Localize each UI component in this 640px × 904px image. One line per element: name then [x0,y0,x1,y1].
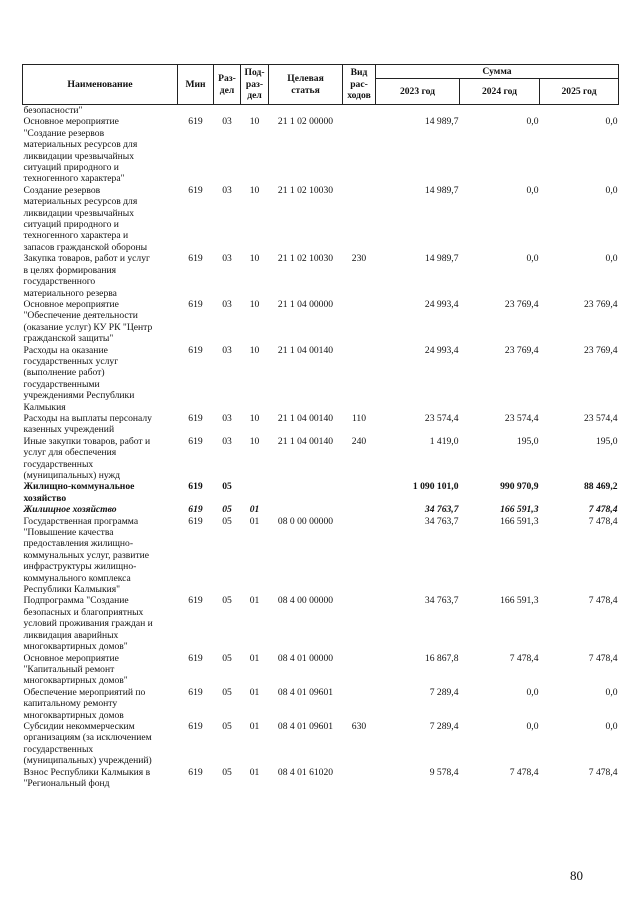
row-sum-2023: 34 763,7 [424,595,459,607]
row-expense-type [343,687,376,721]
row-sum-2024 [460,105,540,117]
row-sum-2025: 0,0 [605,116,618,128]
table-row [23,413,619,436]
row-sum-2025: 7 478,4 [588,515,618,527]
header-sum: Сумма [376,65,619,79]
row-sum-2024: 23 574,4 [504,412,539,424]
row-podrazdel: 10 [249,435,260,447]
row-min [178,105,214,117]
row-sum-2025: 0,0 [605,686,618,698]
header-year-2024: 2024 год [460,79,540,105]
row-sum-2025: 7 478,4 [588,504,618,516]
row-target-article: 21 1 04 00140 [277,435,334,447]
table-row [23,116,619,184]
row-sum-2024: 166 591,3 [500,595,539,607]
row-target-article: 21 1 04 00000 [277,298,334,310]
row-sum-2023: 1 419,0 [429,435,459,447]
row-expense-type [343,185,376,253]
row-sum-2023: 34 763,7 [424,504,459,516]
row-podrazdel: 10 [249,412,260,424]
row-expense-type: 240 [351,435,367,447]
row-podrazdel: 01 [249,652,260,664]
row-min: 619 [188,116,203,128]
row-expense-type: 630 [351,720,367,732]
table-row [23,345,619,413]
row-expense-type [343,481,376,504]
budget-table [22,64,619,789]
row-sum-2023: 7 289,4 [429,686,459,698]
table-row [23,436,619,482]
row-razdel: 05 [222,720,232,732]
row-min: 619 [188,766,203,778]
table-row [23,504,619,515]
row-target-article: 08 0 00 00000 [277,515,334,527]
row-razdel: 05 [222,652,232,664]
row-sum-2023: 16 867,8 [424,652,459,664]
row-podrazdel: 01 [249,686,260,698]
row-sum-2023: 24 993,4 [424,298,459,310]
row-sum-2025: 0,0 [605,253,618,265]
row-sum-2023: 34 763,7 [424,515,459,527]
row-sum-2023: 23 574,4 [424,412,459,424]
row-min: 619 [188,595,203,607]
row-min: 619 [188,481,203,493]
row-podrazdel [241,105,269,117]
row-min: 619 [188,435,203,447]
row-name: Расходы на выплаты персоналу казенных учреждений [23,412,152,436]
row-target-article: 21 1 04 00140 [277,344,334,356]
row-expense-type: 110 [351,412,367,424]
row-razdel: 05 [222,686,232,698]
row-name: Жилищное хозяйство [23,504,117,516]
row-target-article [269,481,343,504]
row-name: Иные закупки товаров, работ и услуг для обеспечения государственных (муниципальных) нужд [23,435,151,481]
row-razdel: 05 [222,504,232,516]
row-razdel: 05 [222,766,232,778]
row-sum-2024: 0,0 [526,184,539,196]
table-row [23,653,619,687]
row-sum-2024: 195,0 [516,435,539,447]
row-name: Взнос Республики Калмыкия в "Региональный фонд [23,766,151,789]
row-min: 619 [188,720,203,732]
table-row [23,721,619,767]
page-number: 80 [570,868,583,883]
row-target-article: 08 4 01 00000 [277,652,334,664]
row-sum-2024: 166 591,3 [500,515,539,527]
row-sum-2025: 0,0 [605,184,618,196]
header-expense-type: Вид рас- ходов [343,65,376,105]
row-sum-2023: 14 989,7 [424,184,459,196]
header-year-2023: 2023 год [376,79,460,105]
row-sum-2023: 1 090 101,0 [412,481,459,493]
row-podrazdel: 01 [249,766,260,778]
row-sum-2025: 0,0 [605,720,618,732]
header-name: Наименование [23,65,178,105]
row-podrazdel: 10 [249,116,260,128]
row-name: Подпрограмма "Создание безопасных и благоприятных условий проживания граждан и ликвидация аварийных многоквартирных домов" [23,595,153,653]
row-expense-type [343,116,376,184]
row-name: Субсидии некоммерческим организациям (за исключением государственных (муниципальных) учреждений) [23,720,152,767]
row-name: Основное мероприятие "Создание резервов материальных ресурсов для ликвидации чрезвычайных ситуаций природного и техногенного характера" [23,116,138,185]
row-min: 619 [188,184,203,196]
header-podrazdel: Под- раз- дел [241,65,269,105]
row-razdel: 03 [222,253,232,265]
row-min: 619 [188,686,203,698]
row-sum-2024: 23 769,4 [504,298,539,310]
row-razdel: 03 [222,298,232,310]
row-target-article [269,105,343,117]
row-expense-type [343,516,376,596]
row-razdel: 05 [222,595,232,607]
row-sum-2023 [376,105,460,117]
row-razdel: 05 [222,515,232,527]
row-podrazdel [241,481,269,504]
row-name: безопасности" [23,105,83,116]
row-name: Обеспечение мероприятий по капитальному ремонту многоквартирных домов [23,686,146,721]
row-name: Государственная программа "Повышение качества предоставления жилищно- коммунальных услуг, развитие инфраструктуры жилищно- коммунального комплекса Республики Калмыкия" [23,515,150,596]
table-header [23,65,619,105]
header-year-2025: 2025 год [540,79,619,105]
table-row [23,253,619,299]
row-sum-2024: 166 591,3 [500,504,539,516]
row-min: 619 [188,412,203,424]
row-target-article: 08 4 01 09601 [277,720,334,732]
row-sum-2024: 7 478,4 [509,766,539,778]
row-sum-2024: 23 769,4 [504,344,539,356]
row-podrazdel: 01 [249,595,260,607]
row-sum-2025: 7 478,4 [588,652,618,664]
row-target-article: 08 4 01 09601 [277,686,334,698]
table-row [23,105,619,117]
row-min: 619 [188,652,203,664]
row-min: 619 [188,504,203,516]
row-podrazdel: 10 [249,298,260,310]
row-razdel: 03 [222,116,232,128]
row-expense-type: 230 [351,253,367,265]
table-row [23,687,619,721]
row-min: 619 [188,344,203,356]
row-sum-2024: 0,0 [526,720,539,732]
row-podrazdel: 10 [249,253,260,265]
row-target-article: 21 1 02 00000 [277,116,334,128]
row-sum-2025: 88 469,2 [583,481,618,493]
row-expense-type [343,345,376,413]
row-expense-type [343,299,376,345]
row-sum-2023: 14 989,7 [424,253,459,265]
table-row [23,185,619,253]
row-razdel [214,105,241,117]
row-target-article: 21 1 02 10030 [277,253,334,265]
row-razdel: 03 [222,344,232,356]
row-razdel: 03 [222,412,232,424]
row-sum-2025 [540,105,619,117]
row-name: Расходы на оказание государственных услуг (выполнение работ) государственными учреждениями Республики Калмыкия [23,344,135,413]
row-sum-2023: 9 578,4 [429,766,459,778]
row-min: 619 [188,253,203,265]
row-sum-2024: 0,0 [526,116,539,128]
table-row [23,481,619,504]
row-sum-2023: 24 993,4 [424,344,459,356]
row-podrazdel: 01 [249,504,260,516]
header-min: Мин [178,65,214,105]
row-target-article [269,504,343,515]
row-sum-2024: 7 478,4 [509,652,539,664]
table-row [23,595,619,652]
table-body [23,105,619,790]
table-row [23,299,619,345]
row-min: 619 [188,298,203,310]
table-row [23,516,619,596]
row-sum-2025: 195,0 [595,435,618,447]
header-target-article: Целевая статья [269,65,343,105]
row-sum-2024: 0,0 [526,253,539,265]
row-sum-2025: 7 478,4 [588,595,618,607]
row-razdel: 03 [222,184,232,196]
table-row [23,767,619,790]
row-target-article: 21 1 04 00140 [277,412,334,424]
row-name: Закупка товаров, работ и услуг в целях формирования государственного материального резерва [23,253,150,299]
row-target-article: 08 4 00 00000 [277,595,334,607]
row-podrazdel: 01 [249,720,260,732]
row-name: Основное мероприятие "Капитальный ремонт многоквартирных домов" [23,652,128,687]
row-podrazdel: 10 [249,184,260,196]
row-podrazdel: 01 [249,515,260,527]
budget-table-page [22,64,618,789]
row-razdel: 03 [222,435,232,447]
row-target-article: 21 1 02 10030 [277,184,334,196]
row-expense-type [343,653,376,687]
row-sum-2024: 990 970,9 [500,481,539,493]
row-name: Жилищно-коммунальное хозяйство [23,481,135,504]
row-sum-2024: 0,0 [526,686,539,698]
row-name: Создание резервов материальных ресурсов для ликвидации чрезвычайных ситуаций природного и техногенного характера и запасов гражданской обороны [23,184,148,253]
row-min: 619 [188,515,203,527]
row-razdel: 05 [222,481,232,493]
row-name: Основное мероприятие "Обеспечение деятельности (оказание услуг) КУ РК "Центр гражданской защиты" [23,298,153,345]
row-expense-type [343,504,376,515]
row-expense-type [343,105,376,117]
row-sum-2023: 14 989,7 [424,116,459,128]
header-razdel: Раз- дел [214,65,241,105]
row-expense-type [343,767,376,790]
row-sum-2025: 23 769,4 [583,344,618,356]
row-target-article: 08 4 01 61020 [277,766,334,778]
row-podrazdel: 10 [249,344,260,356]
row-expense-type [343,595,376,652]
row-sum-2023: 7 289,4 [429,720,459,732]
row-sum-2025: 7 478,4 [588,766,618,778]
row-sum-2025: 23 574,4 [583,412,618,424]
row-sum-2025: 23 769,4 [583,298,618,310]
